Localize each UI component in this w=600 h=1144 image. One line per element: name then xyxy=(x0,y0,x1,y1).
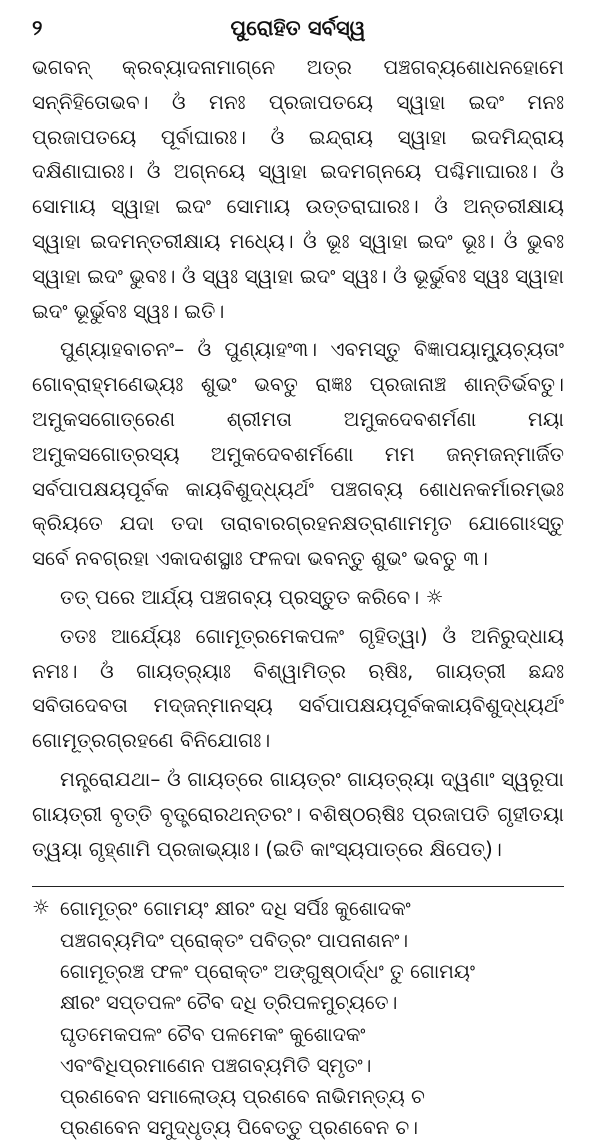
footnote-verse-line: ଏବଂବିଧିପ୍ରମାଣେନ ପଞ୍ଚଗବ୍ୟମିତି ସ୍ମୃତଂ। xyxy=(60,1053,372,1077)
footnote-divider xyxy=(32,886,564,887)
paragraph-gomutra-viniyoga: ତତଃ ଆର୍ଯ୍ୟେଃ ଗୋମୂତ୍ରମେକପଳଂ ଗୃହିତ୍ୱା) ଓଁ ଅନିରୁଦ୍ଧାୟ ନମଃ। ଓଁ ଗାୟତ୍ର୍ୟାଃ ବିଶ୍ୱାମିତ୍ର ଋଷିଃ, ଗାୟତ୍ରୀ ଛନ୍ଦଃ ସବିତାଦେବତା ମଦ୍‌ଜନ୍ମାନସ୍ୟ ସର୍ବପାପକ୍ଷୟପୂର୍ବକକାୟବିଶୁଦ୍ଧ୍ୟର୍ଥଂ ଗୋମୂତ୍ରଗ୍ରହଣେ ବିନିଯୋଗଃ। xyxy=(32,623,564,753)
footnote-mark: ☼ xyxy=(32,895,50,920)
footnote xyxy=(32,893,564,1143)
footnote-verse-line: କ୍ଷୀରଂ ସପ୍ତପଳଂ ଚୈବ ଦଧି ତ୍ରିପଳମୁଚ୍ୟତେ। xyxy=(60,991,398,1015)
footnote-verse-line: ପଞ୍ଚଗବ୍ୟମିଦଂ ପ୍ରୋକ୍ତଂ ପବିତ୍ରଂ ପାପନାଶନଂ। xyxy=(60,928,409,952)
footnote-verse-line: ପ୍ରଣବେନ ସମୁଦ୍ଧୃତ୍ୟ ପିବେତ୍ତୁ ପ୍ରଣବେନ ଚ। xyxy=(60,1116,419,1140)
running-title: ପୁରୋହିତ ସର୍ବସ୍ୱ xyxy=(230,16,366,40)
paragraph-homa-mantras: ଭଗବନ୍ କ୍ରବ୍ୟାଦନାମାଗ୍ନେ ଅତ୍ର ପଞ୍ଚଗବ୍ୟଶୋଧନହୋମେ ସନ୍ନିହିତୋଭବ। ଓଁ ମନଃ ପ୍ରଜାପତୟେ ସ୍ୱାହା ଇଦଂ ମନଃ ପ୍ରଜାପତୟେ ପୂର୍ବାଘାରଃ। ଓଁ ଇନ୍ଦ୍ରାୟ ସ୍ୱାହା ଇଦମିନ୍ଦ୍ରାୟ ଦକ୍ଷିଣାଘାରଃ। ଓଁ ଅଗ୍ନୟେ ସ୍ୱାହା ଇଦମଗ୍ନୟେ ପଶ୍ଚିମାଘାରଃ। ଓଁ ସୋମାୟ ସ୍ୱାହା ଇଦଂ ସୋମାୟ ଉତ୍ତରାଘାରଃ। ଓଁ ଅନ୍ତରୀକ୍ଷାୟ ସ୍ୱାହା ଇଦମନ୍ତରୀକ୍ଷାୟ ମଧ୍ୟେ। ଓଁ ଭୂଃ ସ୍ୱାହା ଇଦଂ ଭୂଃ। ଓଁ ଭୁବଃ ସ୍ୱାହା ଇଦଂ ଭୁବଃ। ଓଁ ସ୍ୱଃ ସ୍ୱାହା ଇଦଂ ସ୍ୱଃ। ଓଁ ଭୂର୍ଭୁବଃ ସ୍ୱଃ ସ୍ୱାହା ଇଦଂ ଭୂର୍ଭୁବଃ ସ୍ୱଃ। ଇତି। xyxy=(32,55,564,323)
page-number: ୨ xyxy=(32,16,43,40)
footnote-verse-line: ଗୋମୂତ୍ରଞ୍ଚ ଫଳଂ ପ୍ରୋକ୍ତଂ ଅଙ୍ଗୁଷ୍ଠାର୍ଦ୍ଧଂ ତୁ ଗୋମୟଂ xyxy=(60,959,475,983)
page-header xyxy=(32,10,564,50)
paragraph-panchagavya-instruction: ତତ୍ ପରେ ଆର୍ଯ୍ୟ ପଞ୍ଚଗବ୍ୟ ପ୍ରସ୍ତୁତ କରିବେ। ☼ xyxy=(60,584,444,609)
paragraph-punyahavachanam: ପୁଣ୍ୟାହବାଚନଂ– ଓଁ ପୁଣ୍ୟାହଂ୩। ଏବମସ୍ତୁ ବିଜ୍ଞାପୟାମ୍ୟୁଚ୍ୟତାଂ ଗୋବ୍ରାହ୍ମଣେଭ୍ୟଃ ଶୁଭଂ ଭବତୁ ରାଜ୍ଞଃ ପ୍ରଜାନାଞ୍ଚ ଶାନ୍ତିର୍ଭବତୁ। ଅମୁକସଗୋତ୍ରେଣ ଶ୍ରୀମତା ଅମୁକଦେବଶର୍ମଣା ମୟା ଅମୁକସଗୋତ୍ରସ୍ୟ ଅମୁକଦେବଶର୍ମଣୋ ମମ ଜନ୍ମଜନ୍ମାର୍ଜିତ ସର୍ବପାପକ୍ଷୟପୂର୍ବକ କାୟବିଶୁଦ୍ଧ୍ୟର୍ଥଂ ପଞ୍ଚଗବ୍ୟ ଶୋଧନକର୍ମାରମ୍ଭଃ କ୍ରିୟତେ ଯଦା ତଦା ତାରାବାରଗ୍ରହନକ୍ଷତ୍ରାଣାମମୃତ ଯୋଗୋଽସ୍ତୁ ସର୍ବେ ନବଗ୍ରହା ଏକାଦଶସ୍ଥାଃ ଫଳଦା ଭବନ୍ତୁ ଶୁଭଂ ଭବତୁ ୩। xyxy=(32,337,564,571)
body-text xyxy=(32,50,564,866)
footnote-verse-line: ଗୋମୂତ୍ରଂ ଗୋମୟଂ କ୍ଷୀରଂ ଦଧି ସର୍ପିଃ କୁଶୋଦକଂ xyxy=(60,897,411,921)
paragraph-mantra-yatha: ମନ୍ତ୍ରୋଯଥା– ଓଁ ଗାୟତ୍ରେ ଗାୟତ୍ରଂ ଗାୟତ୍ର୍ୟା ଦ୍ୱଣାଂ ସ୍ୱରୂପା ଗାୟତ୍ରୀ ବୃତ୍ତି ବୃତ୍ତ୍ରୋରଥନ୍ତରଂ। ବଶିଷ୍ଠଋଷିଃ ପ୍ରଜାପତି ଗୃହୀତୟା ତ୍ୱୟା ଗୃହ୍ଣାମି ପ୍ରଜାଭ୍ୟାଃ। (ଇତି କାଂସ୍ୟପାତ୍ରେ କ୍ଷିପେତ୍)। xyxy=(32,766,564,861)
footnote-verse-line: ପ୍ରଣବେନ ସମାଲୋଡ୍ୟ ପ୍ରଣବେ ନାଭିମନ୍ତ୍ୟ ଚ xyxy=(60,1085,425,1109)
footnote-verse-line: ଘୃତମେକପଳଂ ଚୈବ ପଳମେକଂ କୁଶୋଦକଂ xyxy=(60,1022,366,1046)
